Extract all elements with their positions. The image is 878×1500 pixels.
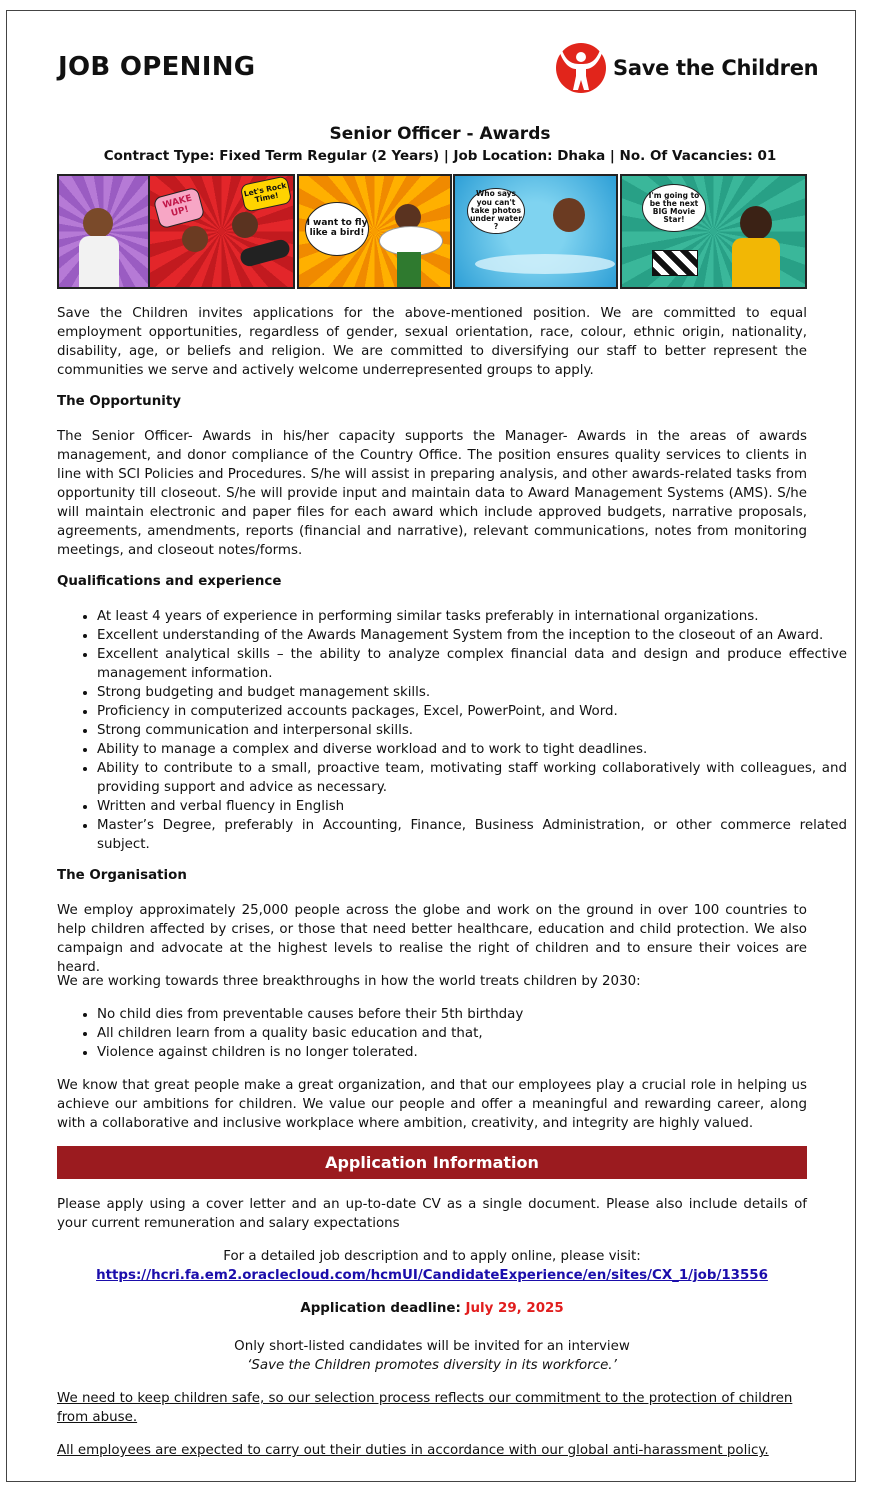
list-item: • Ability to contribute to a small, proactive team, motivating staff working collaboratively with colleagues, and providing support and advice as necessary. bbox=[97, 759, 847, 797]
qualifications-heading: Qualifications and experience bbox=[57, 574, 282, 589]
apply-instructions: Please apply using a cover letter and an up-to-date CV as a single document. Please also include details of your current remuneration and salary expectations bbox=[57, 1197, 807, 1231]
save-the-children-logo-icon bbox=[555, 42, 607, 94]
deadline-row bbox=[57, 1299, 807, 1318]
child-figure bbox=[232, 212, 258, 238]
opportunity-heading: The Opportunity bbox=[57, 394, 181, 409]
banner-panel-rock bbox=[148, 174, 295, 289]
list-item: • No child dies from preventable causes before their 5th birthday bbox=[97, 1005, 847, 1024]
opportunity-paragraph: The Senior Officer- Awards in his/her capacity supports the Manager- Awards in the areas of awards management, and donor compliance of the Country Office. The position ensures quality services to clients in line with SCI Policies and Procedures. S/he will assist in preparing analysis, and other awards-related tasks from opportunity till closeout. S/he will provide input and maintain data to Award Management Systems (AMS). S/he will maintain electronic and paper files for each award which include approved budgets, narrative proposals, agreements, amendments, reports (financial and narrative), relevant communications, notes from monitoring meetings, and closeout notes/forms. bbox=[57, 429, 807, 558]
list-item: • Written and verbal fluency in English bbox=[97, 797, 847, 816]
child-figure bbox=[553, 198, 585, 232]
child-body bbox=[397, 252, 421, 288]
banner-panel-fly bbox=[297, 174, 452, 289]
page-title: JOB OPENING bbox=[58, 52, 256, 82]
child-figure bbox=[740, 206, 772, 240]
application-info-banner: Application Information bbox=[57, 1146, 807, 1179]
water-splash bbox=[475, 254, 615, 274]
anti-harassment-note: All employees are expected to carry out their duties in accordance with our global anti-harassment policy. bbox=[57, 1443, 769, 1458]
breakthroughs-list bbox=[57, 1005, 847, 1062]
job-meta: Contract Type: Fixed Term Regular (2 Years) | Job Location: Dhaka | No. Of Vacancies: 01 bbox=[103, 148, 777, 164]
deadline-date: July 29, 2025 bbox=[465, 1301, 564, 1316]
application-link-row bbox=[57, 1266, 807, 1285]
list-item: • Ability to manage a complex and diverse workload and to work to tight deadlines. bbox=[97, 740, 847, 759]
child-body bbox=[79, 236, 119, 288]
diversity-note: ‘Save the Children promotes diversity in its workforce.’ bbox=[247, 1358, 617, 1373]
child-figure bbox=[182, 226, 208, 252]
shortlist-note: Only short-listed candidates will be invited for an interview bbox=[234, 1339, 630, 1354]
banner-collage bbox=[57, 174, 807, 289]
speech-bubble: WAKE UP! bbox=[153, 187, 206, 230]
banner-panel-movie bbox=[620, 174, 807, 289]
guitar bbox=[239, 238, 292, 268]
list-item: • Proficiency in computerized accounts packages, Excel, PowerPoint, and Word. bbox=[97, 702, 847, 721]
banner-panel-underwater bbox=[453, 174, 618, 289]
list-item: • All children learn from a quality basic education and that, bbox=[97, 1024, 847, 1043]
job-title: Senior Officer - Awards bbox=[329, 124, 551, 144]
intro-paragraph: Save the Children invites applications for the above-mentioned position. We are committed to equal employment opportunities, regardless of gender, sexual orientation, race, colour, ethnic origin, nationality, disability, age, or beliefs and religion. We are committed to diversifying our staff to better represent the communities we serve and actively welcome underrepresented groups to apply. bbox=[57, 306, 807, 378]
safeguarding-note: We need to keep children safe, so our selection process reflects our commitment to the protection of children from abuse. bbox=[57, 1391, 793, 1425]
banner-panel-wake-up bbox=[57, 174, 150, 289]
breakthroughs-intro: We are working towards three breakthroughs in how the world treats children by 2030: bbox=[57, 974, 641, 989]
organisation-paragraph: We employ approximately 25,000 people across the globe and work on the ground in over 100 countries to help children affected by crises, or those that need better healthcare, education and child protection. We also campaign and advocate at the highest levels to realise the right of children and to ensure their voices are heard. bbox=[57, 903, 807, 975]
application-link[interactable]: https://hcri.fa.em2.oraclecloud.com/hcmUI/CandidateExperience/en/sites/CX_1/job/13556 bbox=[96, 1268, 768, 1283]
child-figure bbox=[83, 208, 113, 238]
list-item: • Excellent analytical skills – the ability to analyze complex financial data and design and produce effective management information. bbox=[97, 645, 847, 683]
clapperboard bbox=[652, 250, 698, 276]
list-item: • Strong budgeting and budget management skills. bbox=[97, 683, 847, 702]
speech-bubble: Let's Rock Time! bbox=[240, 175, 293, 212]
org-logo bbox=[555, 40, 818, 96]
list-item: • Violence against children is no longer tolerated. bbox=[97, 1043, 847, 1062]
child-body bbox=[732, 238, 780, 288]
list-item: • Master’s Degree, preferably in Accounting, Finance, Business Administration, or other commerce related subject. bbox=[97, 816, 847, 854]
list-item: • Excellent understanding of the Awards Management System from the inception to the closeout of an Award. bbox=[97, 626, 847, 645]
qualifications-list bbox=[57, 607, 847, 854]
list-item: • At least 4 years of experience in performing similar tasks preferably in international organizations. bbox=[97, 607, 847, 626]
people-paragraph: We know that great people make a great organization, and that our employees play a crucial role in helping us achieve our ambitions for children. We value our people and offer a meaningful and rewarding career, along with a collaborative and inclusive workplace where ambition, creativity, and integrity are highly valued. bbox=[57, 1078, 807, 1131]
deadline-label: Application deadline: bbox=[300, 1301, 461, 1316]
list-item: • Strong communication and interpersonal skills. bbox=[97, 721, 847, 740]
speech-bubble: I'm going to be the next BIG Movie Star! bbox=[642, 184, 706, 232]
speech-bubble: I want to fly like a bird! bbox=[305, 202, 369, 256]
organisation-heading: The Organisation bbox=[57, 868, 187, 883]
speech-bubble: Who says you can't take photos under water ? bbox=[467, 188, 525, 234]
org-name: Save the Children bbox=[613, 56, 819, 80]
visit-text: For a detailed job description and to apply online, please visit: bbox=[223, 1249, 641, 1264]
